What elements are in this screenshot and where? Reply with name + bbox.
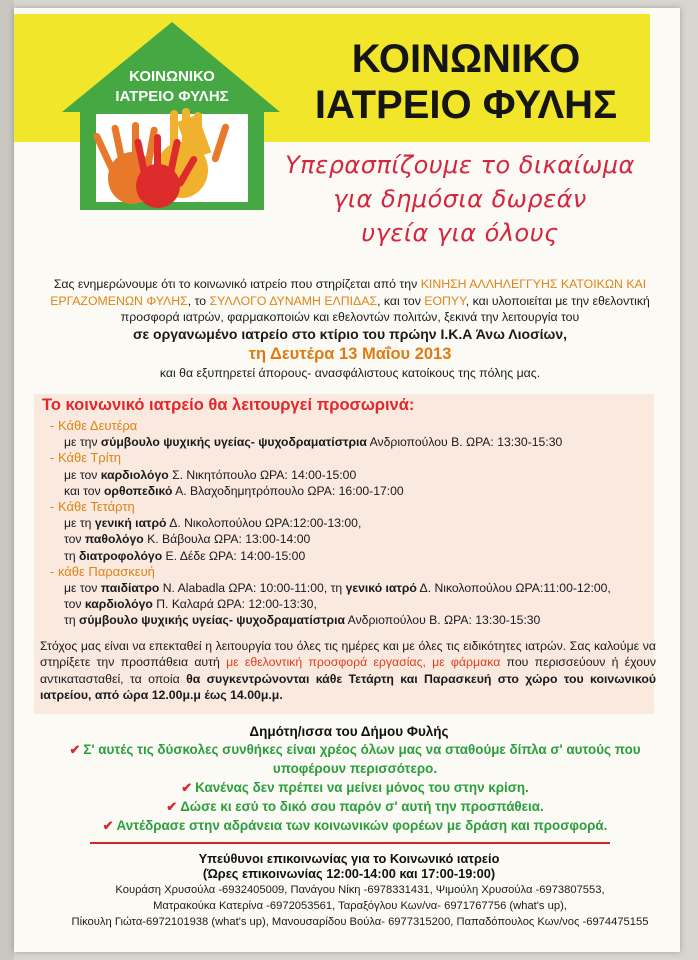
contact-line: Κουράση Χρυσούλα -6932405009, Πανάγου Νίκη -6978331431, Ψιμούλη Χρυσούλα -6973807553,: [115, 884, 605, 896]
schedule-text: Δ. Νικολοπούλου ΩΡΑ:12:00-13:00,: [166, 516, 362, 531]
goal-text: που περισσεύουν ή έχουν αντικατασταθεί, τα οποία: [40, 655, 656, 686]
doctor-specialty: σύμβουλο ψυχικής υγείας- ψυχοδραματίστρια: [100, 435, 367, 450]
schedule-text: με τη: [64, 516, 95, 531]
checkmark-icon: ✔: [69, 742, 81, 757]
title-line-1: ΚΟΙΝΩΝΙΚΟ: [351, 37, 581, 81]
schedule-line: [50, 483, 654, 499]
slogan-line-2: για δημόσια δωρεάν: [333, 185, 587, 213]
doctor-specialty: παιδίατρο: [100, 581, 160, 596]
schedule-line: [50, 596, 654, 612]
slogan-line-3: υγεία για όλους: [361, 219, 559, 247]
schedule-day: - Κάθε Δευτέρα: [50, 418, 138, 433]
goal-highlight: με εθελοντική προσφορά εργασίας, με φάρμακα: [226, 655, 501, 670]
appeal-text: Αντέδρασε στην αδράνεια των κοινωνικών φορέων με δράση και προσφορά.: [116, 818, 608, 833]
intro-text: , το: [187, 293, 210, 308]
house-hands-icon: [62, 18, 282, 214]
title-line-2: ΙΑΤΡΕΙΟ ΦΥΛΗΣ: [314, 83, 618, 127]
appeal-item: [40, 816, 670, 835]
intro-text: , και τον: [377, 293, 425, 308]
intro-location: σε οργανωμένο ιατρείο στο κτίριο του πρώην Ι.Κ.Α Άνω Λιοσίων,: [132, 325, 568, 342]
schedule-text: Ε. Δέδε ΩΡΑ: 14:00-15:00: [162, 548, 306, 563]
schedule-text: με την: [64, 435, 101, 450]
schedule-text: τον: [64, 597, 85, 612]
schedule-text: τη: [64, 613, 79, 628]
appeal-text: Δώσε κι εσύ το δικό σου παρόν σ' αυτή την προσπάθεια.: [180, 799, 544, 814]
contact-hours: (Ώρες επικοινωνίας 12:00-14:00 και 17:00-19:00): [202, 866, 496, 881]
slogan-line-1: Υπερασπίζουμε το δικαίωμα: [285, 151, 635, 179]
org-solidarity: ΚΙΝΗΣΗ ΑΛΛΗΛΕΓΓΥΗΣ ΚΑΤΟΙΚΩΝ ΚΑΙ ΕΡΓΑΖΟΜΕΝΩΝ ΦΥΛΗΣ: [50, 277, 647, 308]
doctor-specialty: διατροφολόγο: [78, 548, 163, 563]
appeal-item: [40, 778, 670, 797]
org-eopyy: ΕΟΠΥΥ: [424, 293, 466, 308]
schedule-text: N. Alabadla ΩΡΑ: 10:00-11:00, τη: [159, 581, 346, 596]
appeal-item: [40, 740, 670, 778]
doctor-specialty: καρδιολόγο: [84, 597, 153, 612]
org-hope: ΣΥΛΛΟΓΟ ΔΥΝΑΜΗ ΕΛΠΙΔΑΣ: [209, 293, 378, 308]
schedule-heading: Το κοινωνικό ιατρείο θα λειτουργεί προσωρινά:: [42, 396, 415, 414]
schedule-text: Α. Βλαχοδημητρόπουλο ΩΡΑ: 16:00-17:00: [172, 483, 404, 498]
doctor-specialty: γενικό ιατρό: [345, 581, 417, 596]
intro-tail: και θα εξυπηρετεί άπορους- ανασφάλιστους κατοίκους της πόλης μας.: [159, 366, 541, 380]
schedule-text: και τον: [64, 483, 104, 498]
opening-date: τη Δευτέρα 13 Μαΐου 2013: [248, 345, 452, 363]
schedule-day: - Κάθε Τετάρτη: [50, 499, 135, 515]
schedule-day: - Κάθε Τρίτη: [50, 450, 121, 466]
schedule-line: [50, 548, 654, 564]
schedule-text: τον: [64, 532, 85, 547]
contacts-heading: Υπεύθυνοι επικοινωνίας για το Κοινωνικό ιατρείο: [198, 851, 500, 866]
citizens-title: Δημότη/ισσα του Δήμου Φυλής: [249, 724, 449, 739]
intro-paragraph: [40, 276, 660, 382]
schedule-list: [50, 418, 654, 629]
intro-text: , και υλοποιείται με την εθελοντική προσφορά ιατρών, φαρμακοποιών και εθελοντών πολιτών, ξεκινά την λειτουργία του: [120, 293, 650, 324]
schedule-text: με τον: [64, 467, 101, 482]
doctor-specialty: ορθοπεδικό: [103, 483, 173, 498]
logo-line-1: ΚΟΙΝΩΝΙΚΟ: [129, 68, 215, 85]
page-edge: [0, 0, 14, 960]
intro-text: Σας ενημερώνουμε ότι το κοινωνικό ιατρείο που στηρίζεται από την: [53, 277, 421, 291]
page-title: [276, 36, 656, 128]
appeal-text: Κανένας δεν πρέπει να μείνει μόνος του στην κρίση.: [195, 780, 529, 795]
schedule-text: με τον: [64, 581, 101, 596]
schedule-line: [50, 467, 654, 483]
schedule-text: τη: [64, 548, 79, 563]
goal-text: Στόχος μας είναι να επεκταθεί η λειτουργία του όλες τις ημέρες και με όλες τις ειδικότητες ιατρών. Σας καλούμε να στηρίξετε την προσπάθεια αυτή: [40, 639, 656, 670]
schedule-text: Ανδριοπούλου Β. ΩΡΑ: 13:30-15:30: [344, 613, 541, 628]
schedule-text: Ανδριοπούλου Β. ΩΡΑ: 13:30-15:30: [366, 435, 563, 450]
goal-paragraph: [40, 638, 656, 703]
doctor-specialty: παθολόγο: [84, 532, 144, 547]
appeal-list: [40, 740, 670, 835]
schedule-line: [50, 580, 654, 596]
checkmark-icon: ✔: [166, 799, 178, 814]
contacts-title: [0, 851, 698, 881]
schedule-text: Δ. Νικολοπούλου ΩΡΑ:11:00-12:00,: [416, 581, 611, 596]
schedule-line: [50, 515, 654, 531]
doctor-specialty: σύμβουλο ψυχικής υγείας- ψυχοδραματίστρια: [78, 613, 345, 628]
contact-line: Πίκουλη Γιώτα-6972101938 (what's up), Μανουσαρίδου Βούλα- 6977315200, Παπαδόπουλος Κων/νος -6974475155: [71, 916, 649, 928]
contacts-list: [60, 882, 660, 930]
schedule-text: Σ. Νικητόπουλο ΩΡΑ: 14:00-15:00: [168, 467, 357, 482]
slogan: [250, 148, 670, 250]
appeal-text: Σ' αυτές τις δύσκολες συνθήκες είναι χρέος όλων μας να σταθούμε δίπλα σ' αυτούς που υποφέρουν περισσότερο.: [83, 742, 641, 776]
schedule-text: Κ. Βάβουλα ΩΡΑ: 13:00-14:00: [143, 532, 311, 547]
schedule-line: [50, 434, 654, 450]
contact-line: Ματρακούκα Κατερίνα -6972053561, Ταραξόγλου Κων/να- 6971767756 (what's up),: [153, 900, 567, 912]
doctor-specialty: καρδιολόγο: [100, 467, 169, 482]
schedule-day: - κάθε Παρασκευή: [50, 563, 155, 579]
logo-line-2: ΙΑΤΡΕΙΟ ΦΥΛΗΣ: [115, 88, 229, 105]
schedule-text: Π. Καλαρά ΩΡΑ: 12:00-13:30,: [152, 597, 317, 612]
appeal-item: [40, 797, 670, 816]
checkmark-icon: ✔: [102, 818, 114, 833]
divider: [90, 842, 610, 844]
clinic-logo: [62, 18, 282, 214]
checkmark-icon: ✔: [181, 780, 193, 795]
schedule-line: [50, 612, 654, 628]
goal-collection: θα συγκεντρώνονται κάθε Τετάρτη και Παρασκευή στο χώρο του κοινωνικού ιατρείου, από ώρα 12.00μ.μ έως 14.00μ.μ.: [40, 671, 656, 702]
doctor-specialty: γενική ιατρό: [94, 516, 167, 531]
schedule-line: [50, 531, 654, 547]
